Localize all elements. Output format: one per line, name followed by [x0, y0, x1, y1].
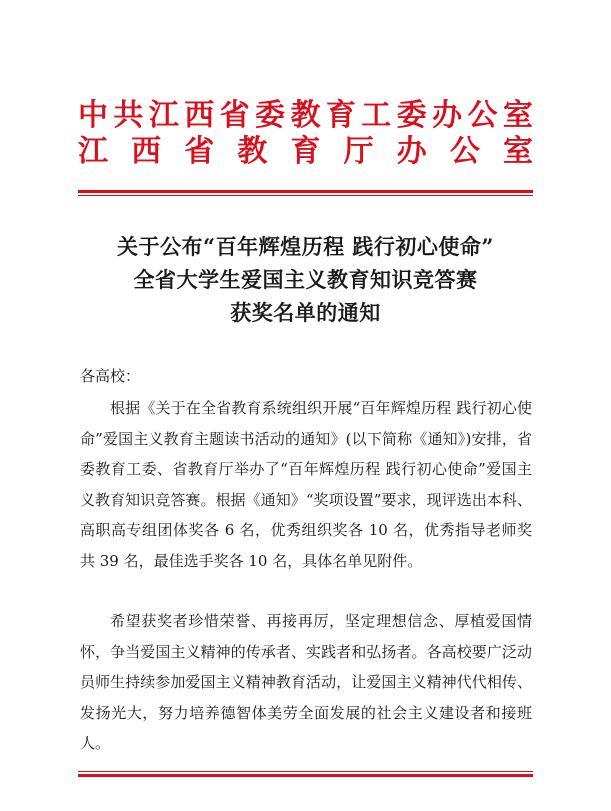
body-paragraph-2: 希望获奖者珍惜荣誉、再接再厉，坚定理想信念、厚植爱国情怀，争当爱国主义精神的传承者、实践者和弘扬者。各高校要广泛动员师生持续参加爱国主义精神教育活动，让爱国主义精神代代相传、发扬光大，努力培养德智体美劳全面发展的社会主义建设者和接班人。 — [80, 612, 532, 752]
header-char: 省 — [219, 98, 250, 133]
header-char: 委 — [255, 98, 286, 133]
header-char: 厅 — [343, 134, 374, 169]
header-char: 教 — [290, 98, 321, 133]
header-char: 教 — [237, 134, 268, 169]
document-title-line-3: 获奖名单的通知 — [230, 300, 381, 325]
header-char: 办 — [396, 134, 427, 169]
issuer-header-line-2 — [78, 134, 533, 170]
header-char: 江 — [78, 134, 108, 169]
header-char: 公 — [449, 134, 480, 169]
footer-divider-thin — [78, 771, 533, 772]
footer-divider-thick — [78, 774, 533, 777]
header-char: 工 — [361, 98, 392, 133]
header-char: 育 — [325, 98, 356, 133]
header-char: 江 — [148, 98, 179, 133]
issuer-header-line-1 — [78, 98, 533, 134]
header-char: 西 — [184, 98, 215, 133]
header-char: 育 — [290, 134, 321, 169]
document-title-line-1: 关于公布“百年辉煌历程 践行初心使命” — [117, 234, 494, 259]
header-divider-thin — [78, 195, 533, 196]
header-char: 西 — [131, 134, 162, 169]
salutation: 各高校： — [80, 367, 141, 385]
header-char: 省 — [184, 134, 215, 169]
header-char: 委 — [396, 98, 427, 133]
document-title-line-2: 全省大学生爱国主义教育知识竞答赛 — [133, 267, 478, 292]
header-char: 办 — [432, 98, 463, 133]
header-divider-thick — [78, 190, 533, 193]
header-char: 中 — [78, 98, 108, 133]
body-paragraph-1: 根据《关于在全省教育系统组织开展“百年辉煌历程 践行初心使命”爱国主义教育主题读书活动的通知》(以下简称《通知》)安排，省委教育工委、省教育厅举办了“百年辉煌历程 践行初心使命”爱国主义教育知识竞答赛。根据《通知》“奖项设置”要求，现评选出本科、高职高专组团体奖各 6 名，优秀组织奖各 10 名，优秀指导老师奖共 39 名，最佳选手奖各 10 名，具体名单见附件。 — [80, 399, 532, 570]
header-char: 室 — [502, 98, 533, 133]
header-char: 室 — [503, 134, 533, 169]
header-char: 公 — [467, 98, 498, 133]
header-char: 共 — [113, 98, 144, 133]
